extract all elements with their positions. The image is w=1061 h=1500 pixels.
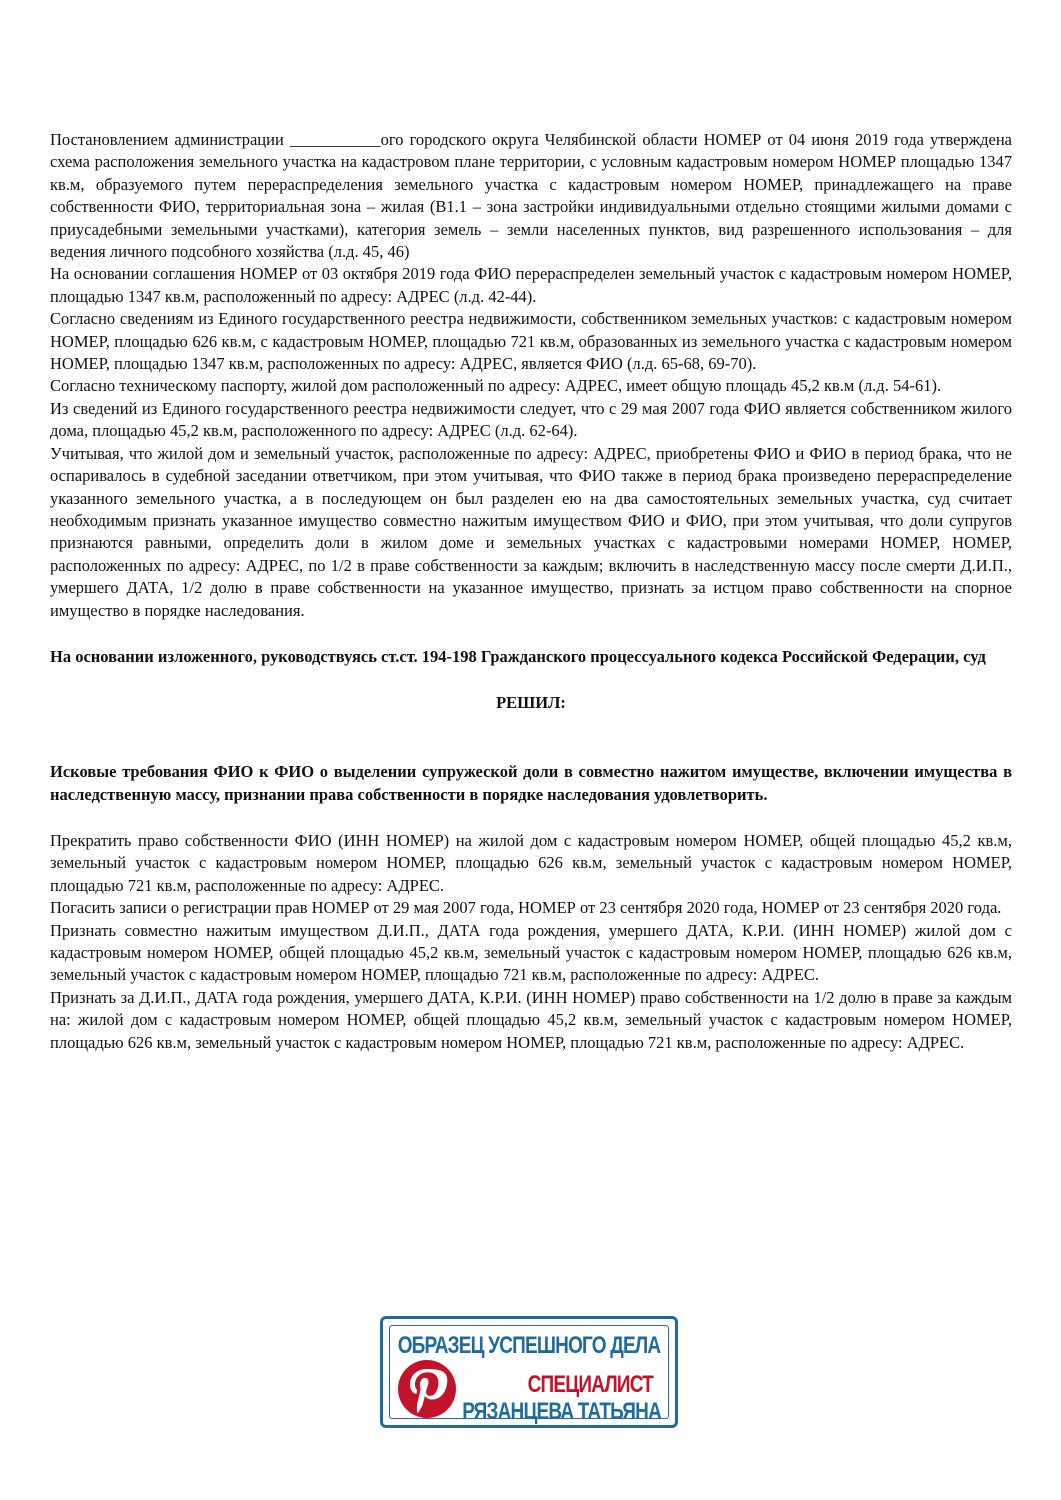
- stamp-specialist: СПЕЦИАЛИСТ: [527, 1372, 653, 1399]
- decision-heading: РЕШИЛ:: [496, 693, 566, 713]
- document-body: [50, 129, 1012, 1054]
- ruling-joint-property: Признать совместно нажитым имуществом Д.И.П., ДАТА года рождения, умершего ДАТА, К.Р.И. (ИНН НОМЕР) жилой дом с кадастровым номером НОМЕР, общей площадью 45,2 кв.м, земельный участок с кадастровым номером НОМЕР, площадью 626 кв.м, земельный участок с кадастровым номером НОМЕР, площадью 721 кв.м, расположенные по адресу: АДРЕС.: [50, 920, 1012, 985]
- ruling-cancel-records: Погасить записи о регистрации прав НОМЕР от 29 мая 2007 года, НОМЕР от 23 сентября 2020 года, НОМЕР от 23 сентября 2020 года.: [50, 898, 1002, 918]
- ruling-terminate-ownership: Прекратить право собственности ФИО (ИНН НОМЕР) на жилой дом с кадастровым номером НОМЕР, общей площадью 45,2 кв.м, земельный участок с кадастровым номером НОМЕР, площадью 626 кв.м, земельный участок с кадастровым номером НОМЕР, площадью 721 кв.м, расположенные по адресу: АДРЕС.: [50, 830, 1012, 895]
- paragraph-registry-house: Из сведений из Единого государственного реестра недвижимости следует, что с 29 мая 2007 года ФИО является собственником жилого дома, площадью 45,2 кв.м, расположенного по адресу: АДРЕС (л.д. 62-64).: [50, 398, 1012, 441]
- paragraph-court-reasoning: Учитывая, что жилой дом и земельный участок, расположенные по адресу: АДРЕС, приобретены ФИО и ФИО в период брака, что не оспаривалось в судебной заседании ответчиком, при этом учитывая, что ФИО также в период брака произведено перераспределение указанного земельного участка, а в последующем он был разделен ею на два самостоятельных земельных участка, суд считает необходимым признать указанное имущество совместно нажитым имуществом ФИО и ФИО, при этом учитывая, что доли супругов признаются равными, определить доли в жилом доме и земельных участках с кадастровыми номерами НОМЕР, НОМЕР, расположенных по адресу: АДРЕС, по 1/2 в праве собственности за каждым; включить в наследственную массу после смерти Д.И.П., умершего ДАТА, 1/2 долю в праве собственности на указанное имущество, признать за истцом право собственности на спорное имущество в порядке наследования.: [50, 443, 1012, 620]
- stamp-name: РЯЗАНЦЕВА ТАТЬЯНА: [462, 1399, 661, 1426]
- ruling-recognize-ownership: Признать за Д.И.П., ДАТА года рождения, умершего ДАТА, К.Р.И. (ИНН НОМЕР) право собственности на 1/2 долю в праве за каждым на: жилой дом с кадастровым номером НОМЕР, общей площадью 45,2 кв.м, земельный участок с кадастровым номером НОМЕР, площадью 626 кв.м, земельный участок с кадастровым номером НОМЕР, площадью 721 кв.м, расположенные по адресу: АДРЕС.: [50, 987, 1012, 1052]
- paragraph-resolution: Постановлением администрации ___________ого городского округа Челябинской области НОМЕР от 04 июня 2019 года утверждена схема расположения земельного участка на кадастровом плане территории, с условным кадастровым номером НОМЕР площадью 1347 кв.м, образуемого путем перераспределения земельного участка с кадастровым номером НОМЕР, принадлежащего на праве собственности ФИО, территориальная зона – жилая (В1.1 – зона застройки индивидуальными отдельно стоящими жилыми домами с приусадебными земельными участками), категория земель – земли населенных пунктов, вид разрешенного использования – для ведения личного подсобного хозяйства (л.д. 45, 46): [50, 130, 1012, 262]
- legal-basis: На основании изложенного, руководствуясь ст.ст. 194-198 Гражданского процессуального кодекса Российской Федерации, суд: [50, 646, 986, 666]
- stamp-title: ОБРАЗЕЦ УСПЕШНОГО ДЕЛА: [397, 1333, 661, 1360]
- sample-case-stamp: [380, 1316, 678, 1428]
- paragraph-tech-passport: Согласно техническому паспорту, жилой дом расположенный по адресу: АДРЕС, имеет общую площадь 45,2 кв.м (л.д. 54-61).: [50, 376, 942, 396]
- paragraph-registry-land: Согласно сведениям из Единого государственного реестра недвижимости, собственником земельных участков: с кадастровым номером НОМЕР, площадью 626 кв.м, с кадастровым НОМЕР, площадью 721 кв.м, образованных из земельного участка с кадастровым номером НОМЕР, площадью 1347 кв.м, расположенных по адресу: АДРЕС, является ФИО (л.д. 65-68, 69-70).: [50, 309, 1012, 374]
- paragraph-agreement: На основании соглашения НОМЕР от 03 октября 2019 года ФИО перераспределен земельный участок с кадастровым номером НОМЕР, площадью 1347 кв.м, расположенный по адресу: АДРЕС (л.д. 42-44).: [50, 264, 1012, 306]
- claims-granted: Исковые требования ФИО к ФИО о выделении супружеской доли в совместно нажитом имуществе, включении имущества в наследственную массу, признании права собственности в порядке наследования удовлетворить.: [50, 762, 1012, 804]
